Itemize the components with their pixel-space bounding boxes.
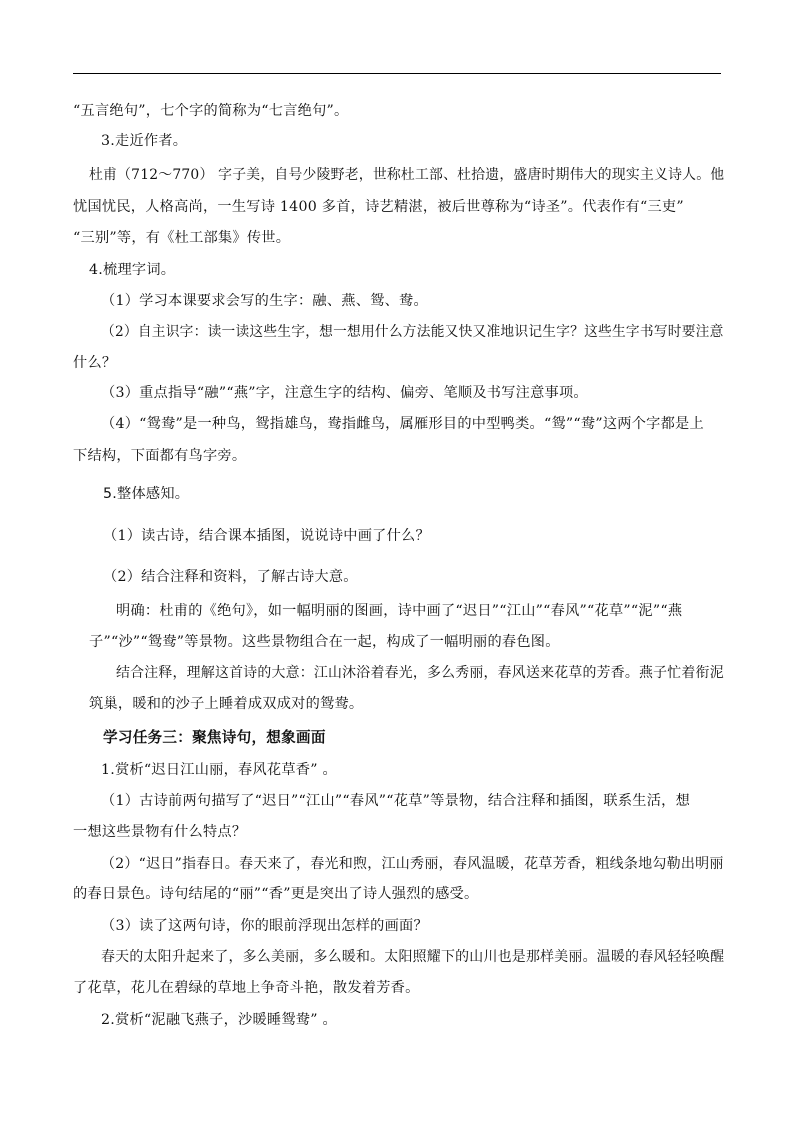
text-line: 子”“沙”“鸳鸯”等景物。这些景物组合在一起，构成了一幅明丽的春色图。 xyxy=(89,634,560,650)
task-heading: 学习任务三：聚焦诗句，想象画面 xyxy=(103,729,326,746)
text-line: 什么？ xyxy=(73,355,117,371)
text-line: （3）重点指导“融”“燕”字，注意生字的结构、偏旁、笔顺及书写注意事项。 xyxy=(101,385,588,401)
text-line: 筑巢，暖和的沙子上睡着成双成对的鸳鸯。 xyxy=(89,696,364,712)
text-line: 的春日景色。诗句结尾的“丽”“香”更是突出了诗人强烈的感受。 xyxy=(73,886,479,902)
text-line: （2）结合注释和资料，了解古诗大意。 xyxy=(103,569,358,585)
section-heading: 5.整体感知。 xyxy=(103,486,190,502)
header-rule xyxy=(73,73,721,74)
text-line: 结合注释，理解这首诗的大意：江山沐浴着春光，多么秀丽，春风送来花草的芳香。燕子忙着衔泥 xyxy=(116,665,724,681)
text-line: （4）“鸳鸯”是一种鸟，鸳指雄鸟，鸯指雌鸟，属雁形目的中型鸭类。“鸳”“鸯”这两个字都是上 xyxy=(101,416,704,432)
text-line: （2）自主识字：读一读这些生字，想一想用什么方法能又快又准地识记生字？这些生字书写时要注意 xyxy=(101,324,724,340)
text-line: 3.走近作者。 xyxy=(101,133,188,149)
text-line: 1.赏析“迟日江山丽，春风花草香” 。 xyxy=(101,762,337,778)
text-line: （3）读了这两句诗，你的眼前浮现出怎样的画面？ xyxy=(101,918,428,934)
text-line: “三别”等，有《杜工部集》传世。 xyxy=(73,230,291,246)
text-line: 一想这些景物有什么特点？ xyxy=(73,824,247,840)
text-line: 了花草，花儿在碧绿的草地上争奇斗艳，散发着芳香。 xyxy=(73,980,420,996)
text-line: “五言绝句”，七个字的简称为“七言绝句”。 xyxy=(73,103,349,119)
text-line: 春天的太阳升起来了，多么美丽，多么暖和。太阳照耀下的山川也是那样美丽。温暖的春风轻轻唤醒 xyxy=(101,949,725,965)
text-line: 4.梳理字词。 xyxy=(89,262,176,278)
text-line: 忧国忧民，人格高尚，一生写诗 1400 多首，诗艺精湛，被后世尊称为“诗圣”。代表作有“三吏” xyxy=(73,199,684,215)
text-line: 2.赏析“泥融飞燕子，沙暖睡鸳鸯” 。 xyxy=(101,1012,337,1028)
text-line: 杜甫（712～770） 字子美，自号少陵野老，世称杜工部、杜拾遗，盛唐时期伟大的现实主义诗人。他 xyxy=(89,167,725,183)
text-line: （1）古诗前两句描写了“迟日”“江山”“春风”“花草”等景物，结合注释和插图，联系生活，想 xyxy=(101,793,691,809)
text-line: 下结构，下面都有鸟字旁。 xyxy=(73,448,247,464)
text-line: 明确：杜甫的《绝句》，如一幅明丽的图画，诗中画了“迟日”“江山”“春风”“花草”“泥”“燕 xyxy=(116,603,683,619)
text-line: （1）学习本课要求会写的生字：融、燕、鸳、鸯。 xyxy=(101,293,428,309)
text-line: （1）读古诗，结合课本插图，说说诗中画了什么？ xyxy=(103,528,430,544)
text-line: （2）“迟日”指春日。春天来了，春光和煦，江山秀丽，春风温暖，花草芳香，粗线条地勾勒出明丽 xyxy=(101,856,724,872)
